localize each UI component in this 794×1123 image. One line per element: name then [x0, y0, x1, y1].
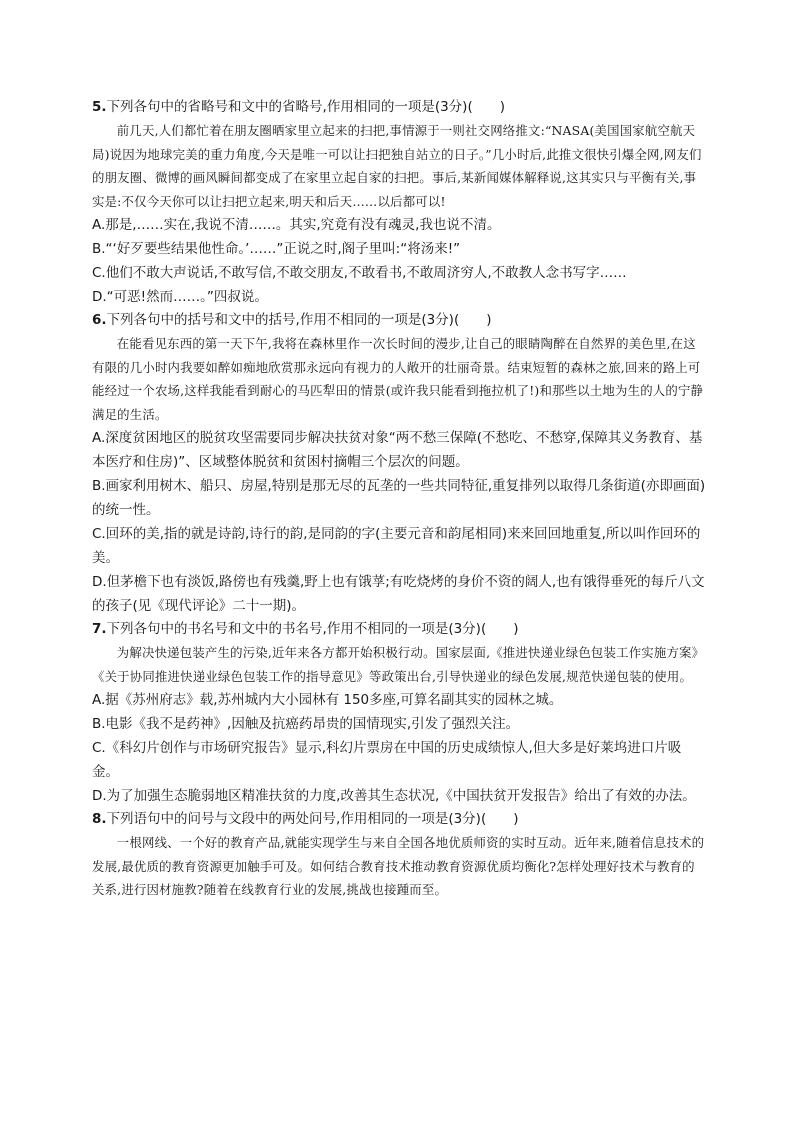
question-stem: [92, 618, 706, 641]
question-number: 8.: [92, 811, 107, 827]
option-c: C.《科幻片创作与市场研究报告》显示,科幻片票房在中国的历史成绩惊人,但大多是好莱坞进口片吸金。: [92, 740, 682, 780]
question-stem: [92, 808, 706, 831]
reading-passage: 前几天,人们都忙着在朋友圈晒家里立起来的扫把,事情源于一则社交网络推文:“NASA(美国国家航空航天局)说因为地球完美的重力角度,今天是唯一可以让扫把独自站立的日子。”几小时后,此推文很快引爆全网,网友们的朋友圈、微博的画风瞬间都变成了在家里立起自家的扫把。事后,某新闻媒体解释说,这其实只与平衡有关,事实是:不仅今天你可以让扫把立起来,明天和后天……以后都可以!: [92, 123, 702, 209]
document-page: [92, 96, 706, 902]
question-stem: [92, 96, 706, 119]
question-number: 7.: [92, 621, 107, 637]
question-number: 6.: [92, 312, 107, 328]
question-7: [92, 618, 706, 808]
question-6: [92, 309, 706, 618]
option-b: B.画家利用树木、船只、房屋,特别是那无尽的瓦垄的一些共同特征,重复排列以取得几条街道(亦即画面)的统一性。: [92, 478, 706, 518]
reading-passage: 为解决快递包装产生的污染,近年来各方都开始积极行动。国家层面,《推进快递业绿色包装工作实施方案》《关于协同推进快递业绿色包装工作的指导意见》等政策出台,引导快递业的绿色发展,规范快递包装的使用。: [92, 645, 705, 684]
option-a: A.据《苏州府志》载,苏州城内大小园林有 150多座,可算名副其实的园林之城。: [92, 692, 563, 708]
option-c: C.他们不敢大声说话,不敢写信,不敢交朋友,不敢看书,不敢周济穷人,不敢教人念书写字……: [92, 265, 627, 281]
option-d: D.“可恶!然而……。”四叔说。: [92, 289, 268, 305]
option-a: A.那是,……实在,我说不清……。其实,究竟有没有魂灵,我也说不清。: [92, 217, 501, 233]
question-8: [92, 808, 706, 902]
question-text: 下列各句中的括号和文中的括号,作用不相同的一项是(3分)( ): [106, 312, 492, 328]
option-d: D.但茅檐下也有淡饭,路傍也有残羹,野上也有饿莩;有吃烧烤的身价不资的阔人,也有饿得垂死的每斤八文的孩子(见《现代评论》二十一期)。: [92, 574, 705, 614]
option-a: A.深度贫困地区的脱贫攻坚需要同步解决扶贫对象“两不愁三保障(不愁吃、不愁穿,保障其义务教育、基本医疗和住房)”、区域整体脱贫和贫困村摘帽三个层次的问题。: [92, 430, 703, 470]
question-text: 下列各句中的省略号和文中的省略号,作用相同的一项是(3分)( ): [106, 99, 505, 115]
reading-passage: 一根网线、一个好的教育产品,就能实现学生与来自全国各地优质师资的实时互动。近年来,随着信息技术的发展,最优质的教育资源更加触手可及。如何结合教育技术推动教育资源优质均衡化?怎样处理好技术与教育的关系,进行因材施教?随着在线教育行业的发展,挑战也接踵而至。: [92, 835, 705, 897]
option-b: B.“‘好歹要些结果他性命。’……”正说之时,阁子里叫:“将汤来!”: [92, 241, 461, 257]
question-text: 下列语句中的问号与文段中的两处问号,作用相同的一项是(3分)( ): [106, 811, 519, 827]
question-text: 下列各句中的书名号和文中的书名号,作用不相同的一项是(3分)( ): [106, 621, 519, 637]
option-b: B.电影《我不是药神》,因触及抗癌药昂贵的国情现实,引发了强烈关注。: [92, 716, 520, 732]
question-stem: [92, 309, 706, 332]
reading-passage: 在能看见东西的第一天下午,我将在森林里作一次长时间的漫步,让自己的眼睛陶醉在自然界的美色里,在这有限的几小时内我要如醉如痴地欣赏那永远向有视力的人敞开的壮丽奇景。结束短暂的森林之旅,回来的路上可能经过一个农场,这样我能看到耐心的马匹犁田的情景(或许我只能看到拖拉机了!)和那些以土地为生的人的宁静满足的生活。: [92, 336, 704, 422]
option-c: C.回环的美,指的就是诗韵,诗行的韵,是同韵的字(主要元音和韵尾相同)来来回回地重复,所以叫作回环的美。: [92, 526, 701, 566]
question-5: [92, 96, 706, 309]
option-d: D.为了加强生态脆弱地区精准扶贫的力度,改善其生态状况,《中国扶贫开发报告》给出了有效的办法。: [92, 788, 696, 804]
question-number: 5.: [92, 99, 107, 115]
